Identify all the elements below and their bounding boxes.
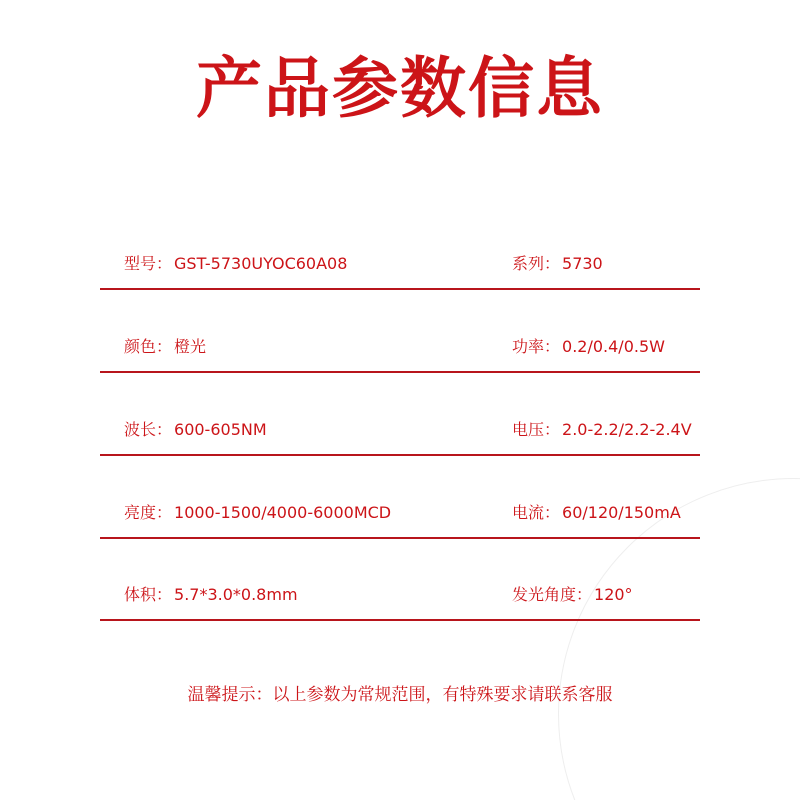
spec-series-label: 系列： — [512, 254, 561, 273]
spec-model-value: GST-5730UYOC60A08 — [174, 254, 348, 273]
friendly-reminder-note: 温馨提示：以上参数为常规范围，有特殊要求请联系客服 — [187, 685, 613, 705]
spec-wavelength — [124, 420, 267, 440]
spec-brightness — [124, 503, 391, 523]
spec-beam-angle-label: 发光角度： — [512, 585, 593, 604]
spec-current-value: 60/120/150mA — [562, 503, 681, 522]
spec-size-label: 体积： — [124, 585, 173, 604]
spec-row-brightness-current — [100, 497, 700, 539]
spec-voltage-label: 电压： — [512, 420, 561, 439]
spec-current-label: 电流： — [512, 503, 561, 522]
spec-model-label: 型号： — [124, 254, 173, 273]
spec-color — [124, 337, 206, 357]
spec-wavelength-label: 波长： — [124, 420, 173, 439]
spec-voltage — [512, 420, 692, 440]
spec-series — [512, 254, 603, 274]
spec-model — [124, 254, 347, 274]
spec-color-value: 橙光 — [174, 337, 207, 356]
spec-brightness-value: 1000-1500/4000-6000MCD — [174, 503, 392, 522]
spec-series-value: 5730 — [562, 254, 603, 273]
spec-row-wavelength-voltage — [100, 414, 700, 456]
spec-size-value: 5.7*3.0*0.8mm — [174, 585, 298, 604]
spec-row-color-power — [100, 331, 700, 373]
spec-beam-angle-value: 120° — [594, 585, 633, 604]
spec-row-size-angle — [100, 579, 700, 621]
spec-power-label: 功率： — [512, 337, 561, 356]
spec-wavelength-value: 600-605NM — [174, 420, 267, 439]
spec-current — [512, 503, 681, 523]
spec-beam-angle — [512, 585, 633, 605]
spec-brightness-label: 亮度： — [124, 503, 173, 522]
spec-size — [124, 585, 298, 605]
spec-color-label: 颜色： — [124, 337, 173, 356]
spec-voltage-value: 2.0-2.2/2.2-2.4V — [562, 420, 692, 439]
page-title: 产品参数信息 — [196, 50, 604, 127]
spec-power — [512, 337, 665, 357]
spec-power-value: 0.2/0.4/0.5W — [562, 337, 665, 356]
spec-row-model-series — [100, 248, 700, 290]
